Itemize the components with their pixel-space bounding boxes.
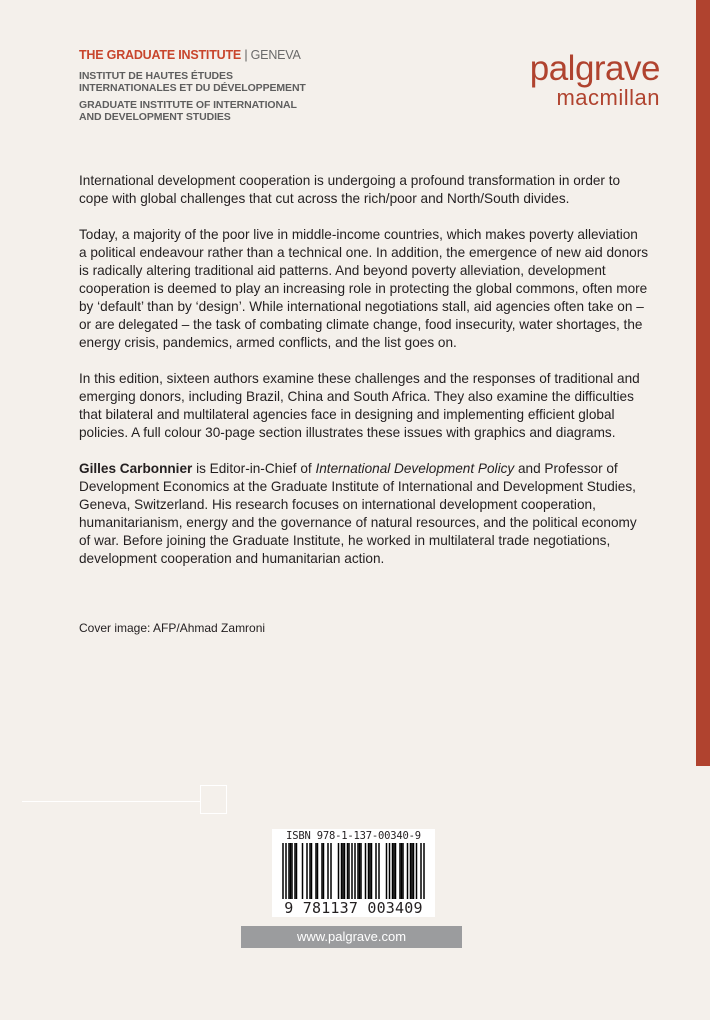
barcode-bar <box>294 843 296 899</box>
barcode-bars <box>272 843 435 899</box>
barcode-bar <box>375 843 377 899</box>
journal-title: International Development Policy <box>315 461 515 476</box>
decorative-box <box>200 785 227 814</box>
barcode-bar <box>330 843 332 899</box>
barcode-bar <box>348 843 350 899</box>
barcode-bar <box>347 843 349 899</box>
barcode-bar <box>354 843 356 899</box>
barcode-bar <box>288 843 290 899</box>
barcode-bar <box>341 843 343 899</box>
isbn-label: ISBN 978-1-137-00340-9 <box>286 830 421 842</box>
barcode-bar <box>420 843 422 899</box>
institute-logo <box>79 48 379 123</box>
barcode-bar <box>344 843 346 899</box>
barcode-bar <box>416 843 418 899</box>
barcode-bar <box>342 843 344 899</box>
barcode-bar <box>386 843 388 899</box>
isbn-barcode <box>272 829 435 917</box>
barcode-bar <box>392 843 394 899</box>
barcode-bar <box>395 843 397 899</box>
institute-name: THE GRADUATE INSTITUTE | GENEVA <box>79 48 301 62</box>
barcode-bar <box>311 843 313 899</box>
barcode-bar <box>359 843 361 899</box>
barcode-bar <box>371 843 373 899</box>
back-cover-blurb <box>79 172 649 568</box>
barcode-bar <box>368 843 370 899</box>
barcode-bar <box>399 843 401 899</box>
barcode-bar <box>389 843 391 899</box>
barcode-bar <box>357 843 359 899</box>
publisher-website: www.palgrave.com <box>241 926 462 948</box>
spine-color-bar <box>696 0 710 766</box>
barcode-bar <box>327 843 329 899</box>
barcode-bar <box>291 843 293 899</box>
publisher-logo-line2: macmillan <box>556 85 660 110</box>
author-name: Gilles Carbonnier <box>79 461 193 476</box>
blurb-paragraph-2: Today, a majority of the poor live in middle-income countries, which makes poverty alleviation a political endeavour rather than a technical one. In addition, the emergence of new aid donors is radically altering traditional aid patterns. And beyond poverty alleviation, development cooperation is deemed to play an increasing role in protecting the global commons, often more by ‘default’ than by ‘design’. While international negotiations stall, aid agencies often take on – or are delegated – the task of combating climate change, food insecurity, water shortages, the energy crisis, pandemics, armed conflicts, and the list goes on. <box>79 227 649 350</box>
barcode-bar <box>321 843 323 899</box>
barcode-bar <box>296 843 298 899</box>
barcode-bar <box>407 843 409 899</box>
barcode-bar <box>317 843 319 899</box>
blurb-paragraph-1: International development cooperation is undergoing a profound transformation in order to cope with global challenges that cut across the rich/poor and North/South divides. <box>79 173 621 206</box>
barcode-bar <box>393 843 395 899</box>
barcode-bar <box>282 843 284 899</box>
decorative-line <box>22 801 200 802</box>
blurb-paragraph-3: In this edition, sixteen authors examine these challenges and the responses of traditional and emerging donors, including Brazil, China and South Africa. They also examine the difficulties that bilateral and multilateral agencies face in designing and implementing efficient global policies. A full colour 30-page section illustrates these issues with graphics and diagrams. <box>79 371 640 440</box>
barcode-bar <box>360 843 362 899</box>
barcode-bar <box>402 843 404 899</box>
barcode-bar <box>306 843 308 899</box>
barcode-bar <box>309 843 311 899</box>
barcode-bar <box>323 843 325 899</box>
barcode-bar <box>285 843 287 899</box>
barcode-bar <box>290 843 292 899</box>
barcode-bar <box>315 843 317 899</box>
institute-french-name: INSTITUT DE HAUTES ÉTUDES INTERNATIONALES ET DU DÉVELOPPEMENT <box>79 70 306 94</box>
barcode-bar <box>365 843 367 899</box>
author-bio: Gilles Carbonnier is Editor-in-Chief of International Development Policy and Professor of Development Economics at the Graduate Institute of International and Development Studies, Geneva, Switzerland. His research focuses on international development cooperation, humanitarianism, energy and the governance of natural resources, and the political economy of war. Before joining the Graduate Institute, he worked in multilateral trade negotiations, development cooperation and humanitarian action. <box>79 461 637 566</box>
barcode-bar <box>413 843 415 899</box>
barcode-bar <box>302 843 304 899</box>
barcode-bar <box>378 843 380 899</box>
barcode-bar <box>351 843 353 899</box>
publisher-logo <box>500 49 660 110</box>
publisher-logo-line1: palgrave <box>529 49 660 88</box>
barcode-bar <box>410 843 412 899</box>
barcode-bar <box>401 843 403 899</box>
barcode-bar <box>423 843 425 899</box>
ean-number: 9 781137 003409 <box>284 899 423 917</box>
barcode-bar <box>411 843 413 899</box>
cover-image-credit: Cover image: AFP/Ahmad Zamroni <box>79 621 266 635</box>
barcode-bar <box>338 843 340 899</box>
institute-english-name: GRADUATE INSTITUTE OF INTERNATIONAL AND DEVELOPMENT STUDIES <box>79 99 297 123</box>
barcode-bar <box>369 843 371 899</box>
